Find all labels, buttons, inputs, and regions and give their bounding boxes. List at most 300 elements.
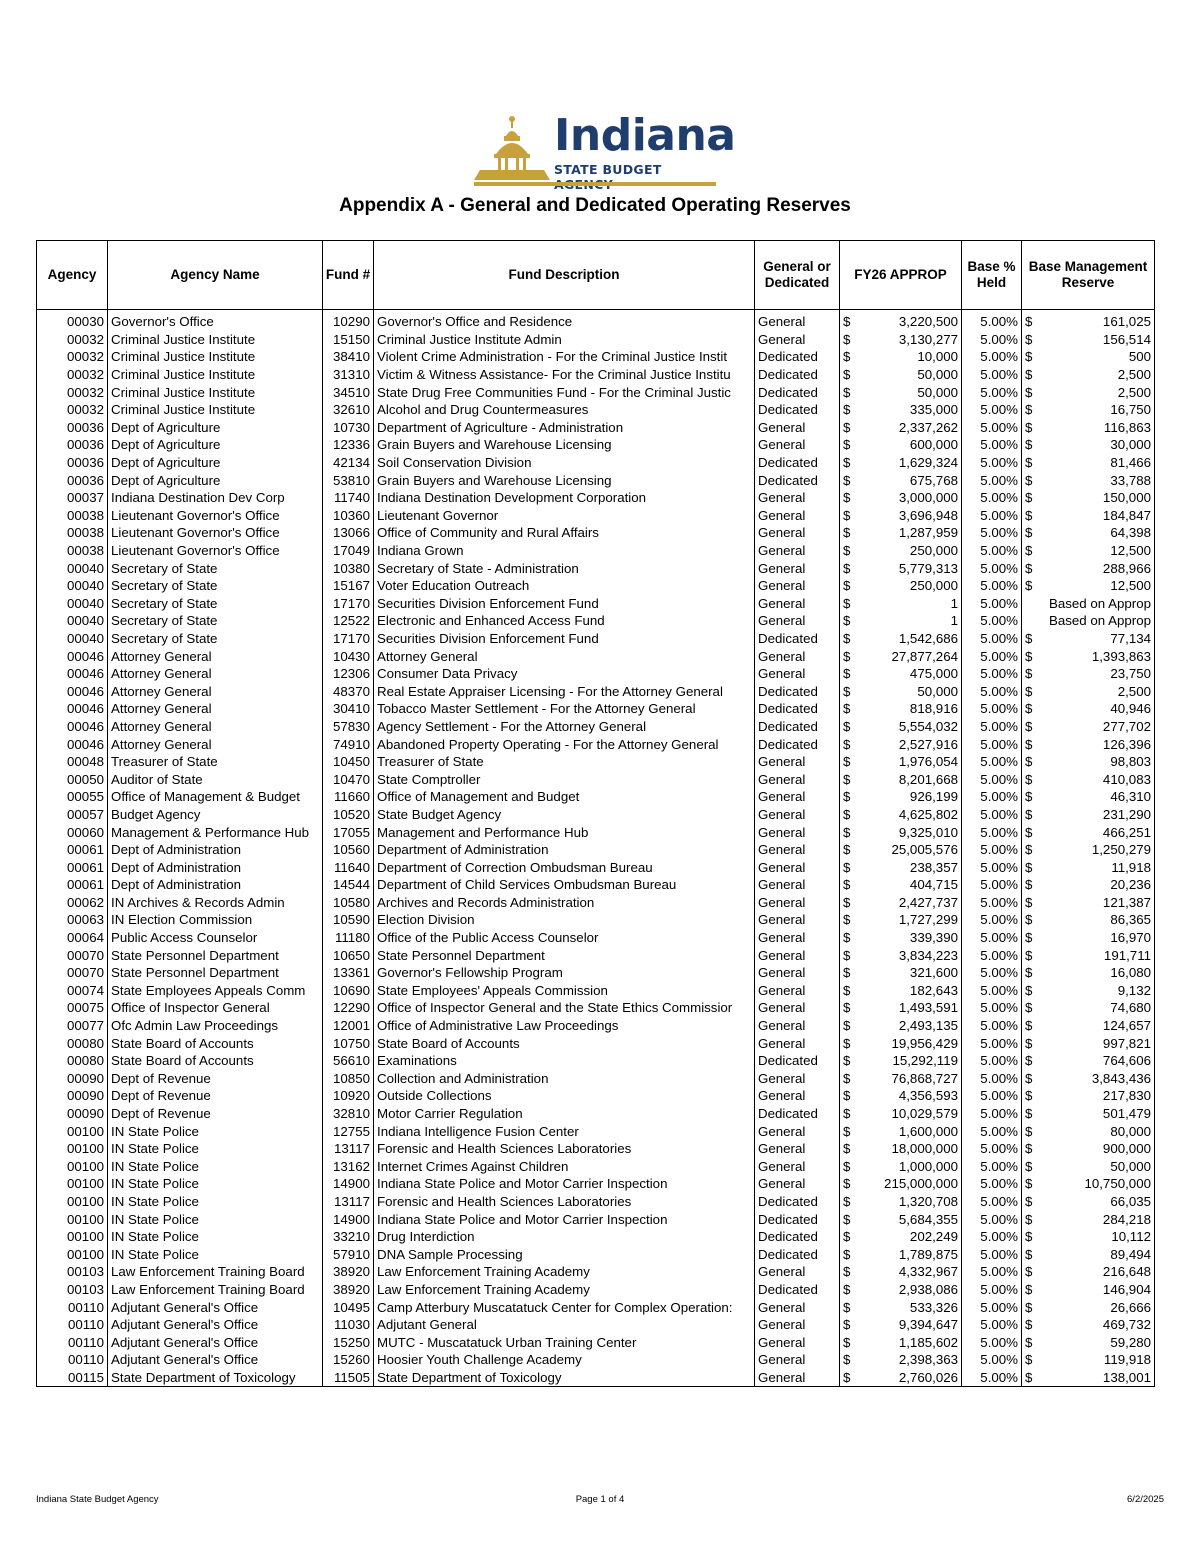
cell-fund-number: 11180 — [323, 929, 374, 947]
cell-fund-description: Securities Division Enforcement Fund — [374, 630, 755, 648]
cell-agency: 00038 — [37, 507, 108, 525]
cell-base-management-reserve — [1022, 436, 1155, 454]
cell-fy26-approp — [840, 1193, 962, 1211]
cell-fund-description: Law Enforcement Training Academy — [374, 1281, 755, 1299]
cell-fund-number: 10560 — [323, 841, 374, 859]
cell-fund-description: Department of Agriculture - Administration — [374, 419, 755, 437]
cell-agency-name: Criminal Justice Institute — [108, 401, 323, 419]
cell-agency-name: Secretary of State — [108, 559, 323, 577]
cell-agency-name: Criminal Justice Institute — [108, 348, 323, 366]
approp-amount: 9,394,647 — [898, 1317, 958, 1333]
currency-symbol: $ — [1025, 419, 1033, 435]
reserve-amount: 33,788 — [1110, 472, 1151, 488]
approp-amount: 3,130,277 — [898, 331, 958, 347]
cell-agency-name: Dept of Revenue — [108, 1105, 323, 1123]
cell-fy26-approp — [840, 806, 962, 824]
currency-symbol: $ — [843, 437, 851, 453]
cell-general-or-dedicated: General — [755, 894, 840, 912]
col-header-fund-number: Fund # — [323, 241, 374, 310]
cell-agency: 00100 — [37, 1158, 108, 1176]
currency-symbol: $ — [843, 930, 851, 946]
table-row — [37, 718, 1155, 736]
cell-base-pct-held: 5.00% — [962, 612, 1022, 630]
cell-base-pct-held: 5.00% — [962, 647, 1022, 665]
table-row — [37, 647, 1155, 665]
cell-agency-name: State Department of Toxicology — [108, 1369, 323, 1387]
cell-general-or-dedicated: General — [755, 419, 840, 437]
currency-symbol: $ — [1025, 1000, 1033, 1016]
currency-symbol: $ — [1025, 894, 1033, 910]
currency-symbol: $ — [843, 349, 851, 365]
currency-symbol: $ — [843, 1141, 851, 1157]
cell-general-or-dedicated: Dedicated — [755, 401, 840, 419]
currency-symbol: $ — [843, 1229, 851, 1245]
cell-fund-description: Office of Management and Budget — [374, 788, 755, 806]
currency-symbol: $ — [843, 982, 851, 998]
cell-general-or-dedicated: Dedicated — [755, 1245, 840, 1263]
cell-agency: 00046 — [37, 647, 108, 665]
cell-general-or-dedicated: Dedicated — [755, 1105, 840, 1123]
cell-fund-number: 74910 — [323, 735, 374, 753]
table-row — [37, 630, 1155, 648]
cell-base-pct-held: 5.00% — [962, 700, 1022, 718]
cell-base-pct-held: 5.00% — [962, 665, 1022, 683]
reserve-amount: 30,000 — [1110, 437, 1151, 453]
cell-fund-description: Election Division — [374, 911, 755, 929]
cell-agency-name: Secretary of State — [108, 595, 323, 613]
table-row — [37, 806, 1155, 824]
cell-base-management-reserve — [1022, 1281, 1155, 1299]
cell-fy26-approp — [840, 929, 962, 947]
cell-fund-number: 53810 — [323, 471, 374, 489]
table-row — [37, 1333, 1155, 1351]
reserve-amount: 216,648 — [1102, 1264, 1151, 1280]
cell-fund-description: Voter Education Outreach — [374, 577, 755, 595]
cell-base-management-reserve: Based on Approp — [1022, 595, 1155, 613]
currency-symbol: $ — [843, 789, 851, 805]
table-row — [37, 1175, 1155, 1193]
cell-fund-description: Office of Community and Rural Affairs — [374, 524, 755, 542]
currency-symbol: $ — [1025, 877, 1033, 893]
cell-agency: 00090 — [37, 1105, 108, 1123]
cell-base-management-reserve — [1022, 1052, 1155, 1070]
cell-fy26-approp — [840, 489, 962, 507]
cell-general-or-dedicated: General — [755, 559, 840, 577]
cell-fy26-approp — [840, 542, 962, 560]
cell-agency-name: Law Enforcement Training Board — [108, 1263, 323, 1281]
currency-symbol: $ — [843, 507, 851, 523]
cell-fund-description: Forensic and Health Sciences Laboratories — [374, 1193, 755, 1211]
cell-general-or-dedicated: General — [755, 770, 840, 788]
cell-agency-name: Office of Management & Budget — [108, 788, 323, 806]
cell-base-pct-held: 5.00% — [962, 1369, 1022, 1387]
currency-symbol: $ — [1025, 1211, 1033, 1227]
cell-agency-name: Dept of Agriculture — [108, 454, 323, 472]
cell-fund-number: 17049 — [323, 542, 374, 560]
table-row — [37, 823, 1155, 841]
cell-fund-description: Hoosier Youth Challenge Academy — [374, 1351, 755, 1369]
currency-symbol: $ — [1025, 718, 1033, 734]
reserve-amount: 89,494 — [1110, 1246, 1151, 1262]
cell-fund-description: State Department of Toxicology — [374, 1369, 755, 1387]
currency-symbol: $ — [843, 947, 851, 963]
cell-base-pct-held: 5.00% — [962, 348, 1022, 366]
cell-fund-number: 56610 — [323, 1052, 374, 1070]
cell-base-pct-held: 5.00% — [962, 982, 1022, 1000]
table-row — [37, 682, 1155, 700]
cell-general-or-dedicated: General — [755, 1175, 840, 1193]
currency-symbol: $ — [843, 894, 851, 910]
reserve-amount: 119,918 — [1103, 1352, 1151, 1368]
currency-symbol: $ — [1025, 771, 1033, 787]
cell-base-management-reserve — [1022, 331, 1155, 349]
cell-agency-name: Attorney General — [108, 700, 323, 718]
cell-fy26-approp — [840, 911, 962, 929]
cell-base-management-reserve — [1022, 1245, 1155, 1263]
table-row — [37, 858, 1155, 876]
cell-agency: 00055 — [37, 788, 108, 806]
cell-base-management-reserve — [1022, 1210, 1155, 1228]
cell-base-pct-held: 5.00% — [962, 1017, 1022, 1035]
footer-date: 6/2/2025 — [1127, 1494, 1164, 1505]
cell-agency: 00100 — [37, 1210, 108, 1228]
cell-base-pct-held: 5.00% — [962, 1140, 1022, 1158]
cell-general-or-dedicated: General — [755, 524, 840, 542]
cell-base-pct-held: 5.00% — [962, 1316, 1022, 1334]
cell-agency: 00050 — [37, 770, 108, 788]
cell-agency: 00061 — [37, 876, 108, 894]
table-row — [37, 1122, 1155, 1140]
cell-base-management-reserve — [1022, 876, 1155, 894]
table-row — [37, 735, 1155, 753]
approp-amount: 238,357 — [909, 859, 958, 875]
table-row — [37, 1193, 1155, 1211]
table-row — [37, 401, 1155, 419]
approp-amount: 202,249 — [909, 1229, 958, 1245]
table-row — [37, 1210, 1155, 1228]
currency-symbol: $ — [1025, 490, 1033, 506]
cell-agency-name: Dept of Administration — [108, 858, 323, 876]
cell-general-or-dedicated: General — [755, 507, 840, 525]
cell-base-management-reserve — [1022, 999, 1155, 1017]
cell-agency: 00103 — [37, 1263, 108, 1281]
cell-agency-name: Governor's Office — [108, 310, 323, 331]
cell-base-pct-held: 5.00% — [962, 1193, 1022, 1211]
cell-base-pct-held: 5.00% — [962, 929, 1022, 947]
cell-fund-description: DNA Sample Processing — [374, 1245, 755, 1263]
cell-base-pct-held: 5.00% — [962, 383, 1022, 401]
currency-symbol: $ — [843, 1281, 851, 1297]
cell-agency-name: IN State Police — [108, 1210, 323, 1228]
cell-agency: 00032 — [37, 331, 108, 349]
table-row — [37, 348, 1155, 366]
reserve-amount: 161,025 — [1102, 314, 1151, 330]
cell-fund-number: 12290 — [323, 999, 374, 1017]
logo-subtitle: STATE BUDGET — [554, 162, 662, 177]
cell-fund-description: Department of Administration — [374, 841, 755, 859]
cell-agency-name: Secretary of State — [108, 612, 323, 630]
currency-symbol: $ — [843, 1000, 851, 1016]
table-row — [37, 1140, 1155, 1158]
cell-fy26-approp — [840, 1245, 962, 1263]
cell-fy26-approp — [840, 1017, 962, 1035]
approp-amount: 926,199 — [909, 789, 958, 805]
cell-fund-number: 11640 — [323, 858, 374, 876]
reserve-amount: 2,500 — [1117, 367, 1151, 383]
cell-general-or-dedicated: General — [755, 858, 840, 876]
statehouse-dome-icon — [470, 114, 554, 186]
cell-agency: 00110 — [37, 1316, 108, 1334]
approp-amount: 4,356,593 — [898, 1088, 958, 1104]
cell-fund-number: 48370 — [323, 682, 374, 700]
currency-symbol: $ — [1025, 683, 1033, 699]
cell-agency: 00046 — [37, 665, 108, 683]
currency-symbol: $ — [1025, 1123, 1033, 1139]
cell-base-management-reserve — [1022, 489, 1155, 507]
cell-general-or-dedicated: General — [755, 1351, 840, 1369]
cell-fund-description: Securities Division Enforcement Fund — [374, 595, 755, 613]
cell-general-or-dedicated: Dedicated — [755, 366, 840, 384]
cell-base-management-reserve — [1022, 401, 1155, 419]
cell-fund-description: State Drug Free Communities Fund - For the Criminal Justic — [374, 383, 755, 401]
reserve-amount: 138,001 — [1102, 1369, 1151, 1385]
cell-fund-description: Tobacco Master Settlement - For the Attorney General — [374, 700, 755, 718]
table-row — [37, 1228, 1155, 1246]
cell-agency: 00077 — [37, 1017, 108, 1035]
cell-fund-number: 10470 — [323, 770, 374, 788]
cell-fund-description: Lieutenant Governor — [374, 507, 755, 525]
approp-amount: 321,600 — [909, 965, 958, 981]
cell-base-management-reserve — [1022, 1140, 1155, 1158]
cell-general-or-dedicated: Dedicated — [755, 1052, 840, 1070]
cell-base-management-reserve — [1022, 366, 1155, 384]
cell-base-pct-held: 5.00% — [962, 331, 1022, 349]
cell-fund-description: State Comptroller — [374, 770, 755, 788]
cell-fy26-approp — [840, 841, 962, 859]
currency-symbol: $ — [843, 455, 851, 471]
cell-agency: 00061 — [37, 841, 108, 859]
cell-general-or-dedicated: General — [755, 595, 840, 613]
cell-agency-name: Office of Inspector General — [108, 999, 323, 1017]
cell-base-management-reserve — [1022, 841, 1155, 859]
cell-base-management-reserve — [1022, 507, 1155, 525]
cell-fund-number: 38920 — [323, 1263, 374, 1281]
cell-general-or-dedicated: General — [755, 1034, 840, 1052]
approp-amount: 4,625,802 — [898, 806, 958, 822]
cell-agency-name: Public Access Counselor — [108, 929, 323, 947]
currency-symbol: $ — [1025, 1264, 1033, 1280]
cell-general-or-dedicated: General — [755, 964, 840, 982]
cell-general-or-dedicated: Dedicated — [755, 718, 840, 736]
currency-symbol: $ — [843, 1246, 851, 1262]
cell-agency: 00061 — [37, 858, 108, 876]
reserve-amount: 156,514 — [1102, 331, 1151, 347]
col-header-fy26-approp: FY26 APPROP — [840, 241, 962, 310]
cell-fund-description: Archives and Records Administration — [374, 894, 755, 912]
cell-fund-number: 12336 — [323, 436, 374, 454]
currency-symbol: $ — [843, 648, 851, 664]
cell-general-or-dedicated: General — [755, 436, 840, 454]
cell-base-pct-held: 5.00% — [962, 1034, 1022, 1052]
cell-base-pct-held: 5.00% — [962, 1105, 1022, 1123]
currency-symbol: $ — [1025, 842, 1033, 858]
currency-symbol: $ — [843, 1193, 851, 1209]
cell-agency-name: IN State Police — [108, 1122, 323, 1140]
table-row — [37, 999, 1155, 1017]
approp-amount: 25,005,576 — [891, 842, 958, 858]
cell-fund-number: 10850 — [323, 1070, 374, 1088]
cell-general-or-dedicated: Dedicated — [755, 1210, 840, 1228]
table-row — [37, 894, 1155, 912]
cell-agency-name: IN Archives & Records Admin — [108, 894, 323, 912]
approp-amount: 2,337,262 — [898, 419, 958, 435]
cell-agency: 00100 — [37, 1228, 108, 1246]
cell-base-management-reserve — [1022, 806, 1155, 824]
cell-base-pct-held: 5.00% — [962, 823, 1022, 841]
cell-general-or-dedicated: General — [755, 788, 840, 806]
cell-fy26-approp — [840, 1298, 962, 1316]
cell-fund-description: Violent Crime Administration - For the Criminal Justice Instit — [374, 348, 755, 366]
cell-general-or-dedicated: Dedicated — [755, 1193, 840, 1211]
cell-fy26-approp — [840, 559, 962, 577]
cell-base-pct-held: 5.00% — [962, 1228, 1022, 1246]
reserve-amount: 1,393,863 — [1091, 648, 1151, 664]
cell-agency-name: Lieutenant Governor's Office — [108, 524, 323, 542]
cell-agency-name: Dept of Agriculture — [108, 471, 323, 489]
approp-amount: 19,956,429 — [891, 1035, 958, 1051]
approp-amount: 9,325,010 — [898, 824, 958, 840]
approp-amount: 5,684,355 — [898, 1211, 958, 1227]
cell-fund-description: Alcohol and Drug Countermeasures — [374, 401, 755, 419]
cell-fund-number: 15167 — [323, 577, 374, 595]
cell-agency-name: Dept of Revenue — [108, 1070, 323, 1088]
cell-fund-number: 10495 — [323, 1298, 374, 1316]
logo-underline — [474, 182, 716, 186]
cell-base-management-reserve — [1022, 735, 1155, 753]
approp-amount: 339,390 — [909, 930, 958, 946]
cell-general-or-dedicated: General — [755, 1369, 840, 1387]
cell-general-or-dedicated: Dedicated — [755, 383, 840, 401]
cell-fy26-approp — [840, 1333, 962, 1351]
currency-symbol: $ — [1025, 1281, 1033, 1297]
currency-symbol: $ — [1025, 1106, 1033, 1122]
cell-fund-description: Motor Carrier Regulation — [374, 1105, 755, 1123]
cell-fy26-approp — [840, 1351, 962, 1369]
cell-base-management-reserve — [1022, 577, 1155, 595]
cell-agency-name: State Personnel Department — [108, 964, 323, 982]
table-row — [37, 1369, 1155, 1387]
cell-base-management-reserve — [1022, 1351, 1155, 1369]
cell-agency: 00038 — [37, 542, 108, 560]
currency-symbol: $ — [1025, 947, 1033, 963]
cell-agency-name: Adjutant General's Office — [108, 1333, 323, 1351]
cell-fy26-approp — [840, 1316, 962, 1334]
cell-fund-description: Agency Settlement - For the Attorney General — [374, 718, 755, 736]
currency-symbol: $ — [843, 1369, 851, 1385]
cell-agency-name: Auditor of State — [108, 770, 323, 788]
approp-amount: 1,727,299 — [898, 912, 958, 928]
reserve-amount: 10,750,000 — [1084, 1176, 1151, 1192]
cell-base-pct-held: 5.00% — [962, 858, 1022, 876]
cell-base-management-reserve — [1022, 1034, 1155, 1052]
currency-symbol: $ — [1025, 859, 1033, 875]
cell-fund-number: 17055 — [323, 823, 374, 841]
cell-base-pct-held: 5.00% — [962, 841, 1022, 859]
approp-amount: 4,332,967 — [898, 1264, 958, 1280]
currency-symbol: $ — [843, 1106, 851, 1122]
cell-fund-number: 32610 — [323, 401, 374, 419]
currency-symbol: $ — [843, 842, 851, 858]
cell-agency: 00036 — [37, 454, 108, 472]
reserve-amount: 501,479 — [1102, 1106, 1151, 1122]
logo-wordmark: Indiana — [554, 110, 736, 161]
reserve-amount: 288,966 — [1102, 560, 1151, 576]
cell-base-management-reserve — [1022, 894, 1155, 912]
currency-symbol: $ — [843, 1088, 851, 1104]
table-row — [37, 612, 1155, 630]
approp-amount: 1 — [950, 613, 958, 629]
reserve-amount: 126,396 — [1102, 736, 1151, 752]
cell-fund-number: 10360 — [323, 507, 374, 525]
approp-amount: 50,000 — [917, 367, 958, 383]
currency-symbol: $ — [843, 1158, 851, 1174]
footer-agency: Indiana State Budget Agency — [36, 1494, 159, 1505]
cell-agency-name: Adjutant General's Office — [108, 1351, 323, 1369]
cell-agency-name: Attorney General — [108, 665, 323, 683]
cell-fund-number: 12522 — [323, 612, 374, 630]
reserve-amount: 26,666 — [1110, 1299, 1151, 1315]
cell-fy26-approp — [840, 612, 962, 630]
table-row — [37, 753, 1155, 771]
cell-fund-number: 13117 — [323, 1193, 374, 1211]
cell-fund-description: Law Enforcement Training Academy — [374, 1263, 755, 1281]
cell-fund-number: 31310 — [323, 366, 374, 384]
cell-general-or-dedicated: General — [755, 1140, 840, 1158]
reserve-amount: 900,000 — [1102, 1141, 1151, 1157]
cell-fund-description: Indiana State Police and Motor Carrier Inspection — [374, 1175, 755, 1193]
cell-base-management-reserve — [1022, 1298, 1155, 1316]
cell-fy26-approp — [840, 876, 962, 894]
currency-symbol: $ — [843, 472, 851, 488]
table-row — [37, 542, 1155, 560]
cell-base-management-reserve — [1022, 946, 1155, 964]
cell-agency-name: Criminal Justice Institute — [108, 383, 323, 401]
cell-fy26-approp — [840, 682, 962, 700]
cell-agency: 00046 — [37, 682, 108, 700]
cell-base-management-reserve — [1022, 630, 1155, 648]
cell-agency-name: IN State Police — [108, 1228, 323, 1246]
table-row — [37, 964, 1155, 982]
cell-agency-name: State Board of Accounts — [108, 1052, 323, 1070]
cell-fy26-approp — [840, 454, 962, 472]
cell-agency: 00040 — [37, 630, 108, 648]
cell-fy26-approp — [840, 401, 962, 419]
cell-base-pct-held: 5.00% — [962, 788, 1022, 806]
currency-symbol: $ — [843, 754, 851, 770]
currency-symbol: $ — [843, 859, 851, 875]
currency-symbol: $ — [843, 806, 851, 822]
reserve-amount: 74,680 — [1110, 1000, 1151, 1016]
currency-symbol: $ — [1025, 472, 1033, 488]
cell-general-or-dedicated: General — [755, 876, 840, 894]
cell-general-or-dedicated: General — [755, 1333, 840, 1351]
cell-fy26-approp — [840, 1140, 962, 1158]
indiana-sba-logo — [470, 110, 736, 190]
cell-general-or-dedicated: Dedicated — [755, 682, 840, 700]
cell-general-or-dedicated: General — [755, 1298, 840, 1316]
currency-symbol: $ — [1025, 965, 1033, 981]
cell-general-or-dedicated: General — [755, 577, 840, 595]
